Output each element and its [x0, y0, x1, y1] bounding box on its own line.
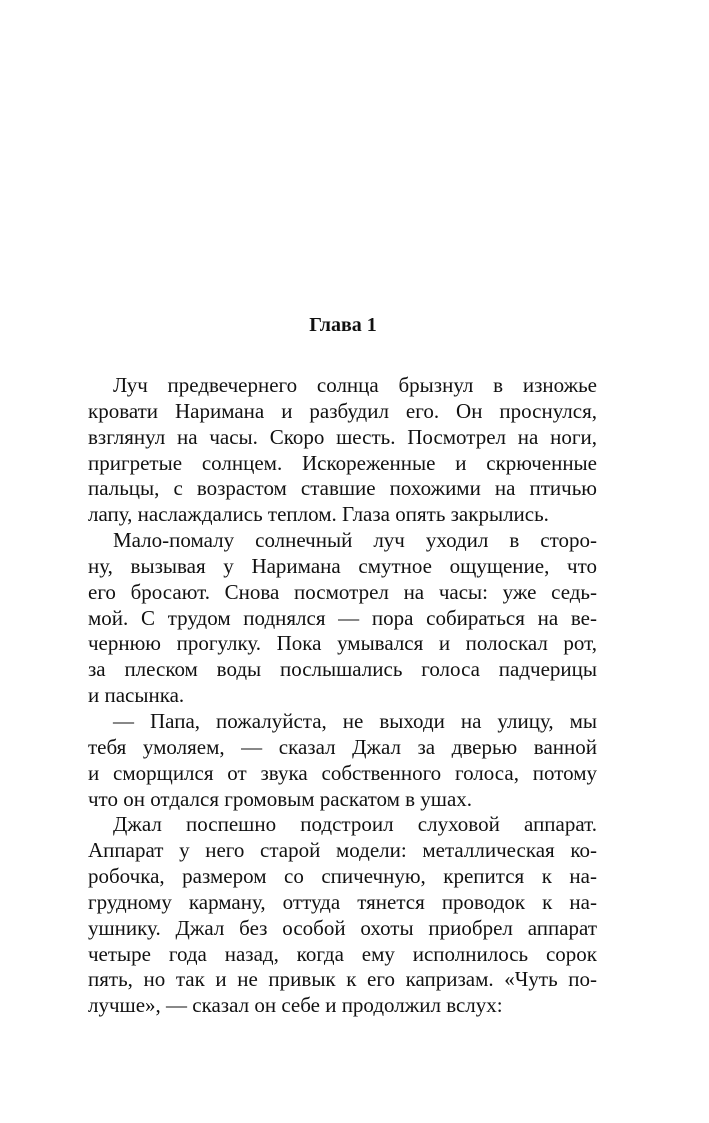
chapter-body [88, 373, 597, 1019]
text-line: лучше», — сказал он себе и продолжил вслух: [88, 993, 503, 1018]
text-line: кровати Наримана и разбудил его. Он проснулся, [88, 398, 597, 423]
text-line: Аппарат у него старой модели: металлическая ко- [88, 838, 597, 863]
text-line: чернюю прогулку. Пока умывался и полоскал рот, [88, 631, 597, 656]
text-line: робочка, размером со спичечную, крепится к на- [88, 864, 597, 889]
text-line: Луч предвечернего солнца брызнул в изножье [113, 373, 597, 397]
text-line: ушнику. Джал без особой охоты приобрел аппарат [88, 915, 597, 940]
text-line: и пасынка. [88, 683, 185, 708]
text-line: что он отдался громовым раскатом в ушах. [88, 786, 473, 811]
chapter-title: Глава 1 [309, 314, 377, 336]
paragraph [88, 528, 597, 709]
paragraph [88, 373, 597, 528]
text-line: пальцы, с возрастом ставшие похожими на птичью [88, 476, 597, 501]
text-line: пригретые солнцем. Искореженные и скрюченные [88, 450, 597, 475]
text-line: лапу, наслаждались теплом. Глаза опять закрылись. [88, 502, 549, 527]
paragraph [88, 709, 597, 812]
text-line: и сморщился от звука собственного голоса, потому [88, 760, 597, 785]
text-line: мой. С трудом поднялся — пора собираться на ве- [88, 605, 597, 630]
text-line: Мало-помалу солнечный луч уходил в сторо- [113, 528, 597, 553]
text-line: его бросают. Снова посмотрел на часы: уже седь- [88, 579, 597, 604]
text-line: ну, вызывая у Наримана смутное ощущение, что [88, 553, 597, 578]
text-line: пять, но так и не привык к его капризам. «Чуть по- [88, 967, 597, 992]
text-line: грудному карману, оттуда тянется проводок к на- [88, 889, 597, 914]
text-line: взглянул на часы. Скоро шесть. Посмотрел на ноги, [88, 424, 597, 449]
text-line: Джал поспешно подстроил слуховой аппарат. [113, 812, 597, 837]
text-line: четыре года назад, когда ему исполнилось сорок [88, 941, 597, 966]
text-line: за плеском воды послышались голоса падчерицы [88, 657, 597, 682]
text-line: — Папа, пожалуйста, не выходи на улицу, мы [113, 708, 597, 733]
paragraph [88, 812, 597, 1019]
text-line: тебя умоляем, — сказал Джал за дверью ванной [88, 734, 597, 759]
